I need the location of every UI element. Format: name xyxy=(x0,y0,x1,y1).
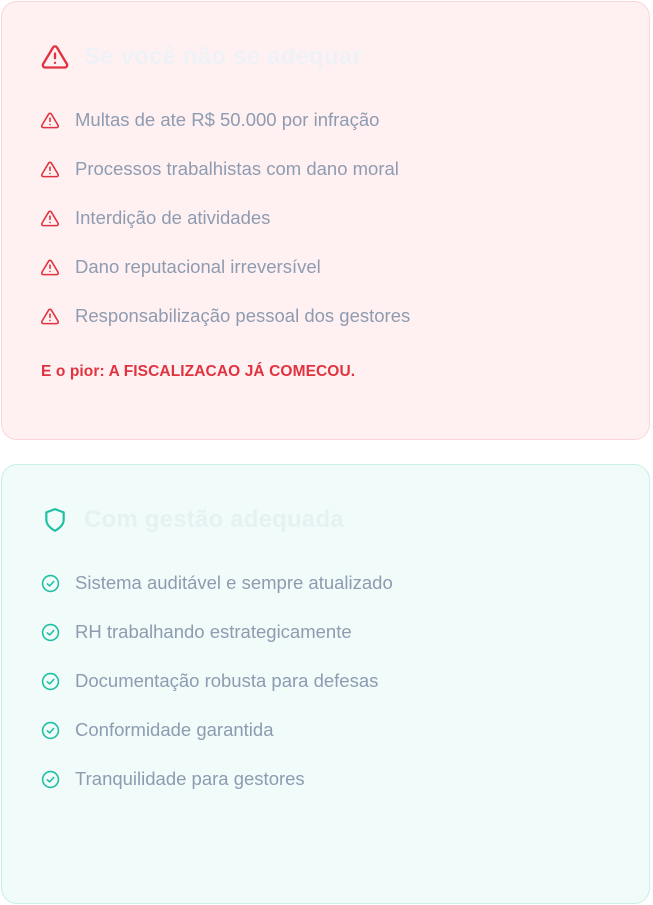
ok-list xyxy=(40,568,393,813)
list-item-label: Multas de ate R$ 50.000 por infração xyxy=(75,109,380,130)
check-circle-icon xyxy=(40,769,60,789)
risk-card-title: Se você não se adequar xyxy=(84,43,362,70)
list-item-label: Dano reputacional irreversível xyxy=(75,256,321,277)
list-item xyxy=(40,203,410,233)
list-item-label: RH trabalhando estrategicamente xyxy=(75,621,352,642)
check-circle-icon xyxy=(40,720,60,740)
list-item xyxy=(40,617,393,647)
ok-card-header xyxy=(40,505,344,535)
list-item xyxy=(40,568,393,598)
list-item xyxy=(40,301,410,331)
list-item xyxy=(40,666,393,696)
risk-card xyxy=(1,1,650,440)
warning-icon xyxy=(40,42,70,72)
ok-card xyxy=(1,464,650,904)
list-item-label: Sistema auditável e sempre atualizado xyxy=(75,572,393,593)
check-circle-icon xyxy=(40,671,60,691)
warning-icon xyxy=(40,257,60,277)
list-item-label: Conformidade garantida xyxy=(75,719,274,740)
list-item-label: Processos trabalhistas com dano moral xyxy=(75,158,399,179)
list-item-label: Interdição de atividades xyxy=(75,207,271,228)
list-item-label: Tranquilidade para gestores xyxy=(75,768,305,789)
fiscalization-warning: E o pior: A FISCALIZACAO JÁ COMECOU. xyxy=(41,363,356,380)
ok-card-title: Com gestão adequada xyxy=(84,506,344,533)
list-item-label: Documentação robusta para defesas xyxy=(75,670,379,691)
list-item xyxy=(40,715,393,745)
list-item xyxy=(40,105,410,135)
check-circle-icon xyxy=(40,622,60,642)
warning-icon xyxy=(40,306,60,326)
list-item xyxy=(40,252,410,282)
list-item xyxy=(40,154,410,184)
warning-icon xyxy=(40,208,60,228)
risk-card-header xyxy=(40,42,362,72)
shield-icon xyxy=(40,505,70,535)
warning-icon xyxy=(40,110,60,130)
risk-list xyxy=(40,105,410,350)
check-circle-icon xyxy=(40,573,60,593)
warning-icon xyxy=(40,159,60,179)
list-item xyxy=(40,764,393,794)
list-item-label: Responsabilização pessoal dos gestores xyxy=(75,305,411,326)
